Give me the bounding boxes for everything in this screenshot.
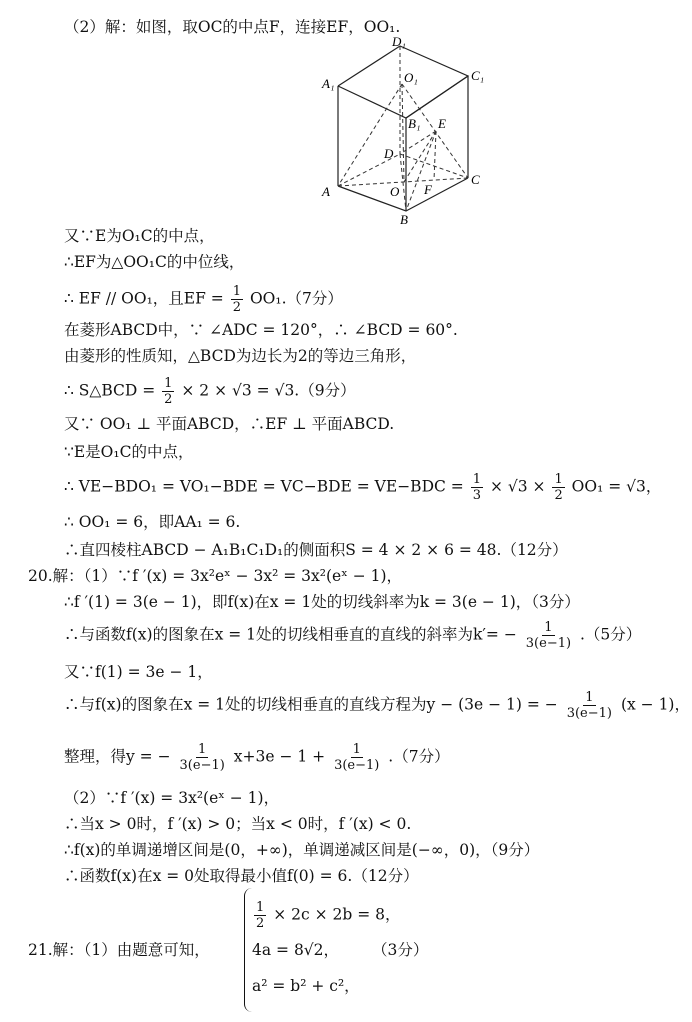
line-area-bcd: ∴ S△BCD = $\frac{1}{2}$ × 2 × √3 = √3.（9分） [64,376,356,407]
label-f: F [424,182,432,197]
fraction-third: $\frac{1}{3}$ [472,472,481,503]
fraction-inv-4: $\frac{1}{3(e-1)}$ [334,742,380,773]
line-perp-equation: ∴与f(x)的图象在x = 1处的切线相垂直的直线方程为y − (3e − 1) = − $\frac{1}{3(e-1)}$ (x − 1)， [64,690,690,721]
label-c1: C₁ [471,68,485,83]
line-minimum: ∴函数f(x)在x = 0处取得最小值f(0) = 6.（12分） [64,867,419,885]
fraction-half-4: $\frac{1}{2}$ [256,900,265,931]
system-eq-1: $\frac{1}{2}$ × 2c × 2b = 8， [256,900,401,931]
line-monotonic: ∴f(x)的单调递增区间是(0，+∞)，单调递减区间是(−∞，0)，（9分） [64,841,540,859]
line-e-midpoint: 又∵E为O₁C的中点， [64,227,215,245]
label-o: O [390,184,400,199]
line-oo1-value: ∴ OO₁ = 6，即AA₁ = 6. [64,513,241,531]
prism-figure [318,36,488,226]
fraction-inv: $\frac{1}{3(e-1)}$ [525,620,572,651]
fraction-half: $\frac{1}{2}$ [232,284,241,315]
label-c: C [471,172,480,187]
line-f1: 又∵f(1) = 3e − 1， [64,663,213,681]
line-lateral-area: ∴直四棱柱ABCD − A₁B₁C₁D₁的侧面积S = 4 × 2 × 6 = 48.（12分） [64,541,568,559]
line-slope: ∴f ′(1) = 3(e − 1)，即f(x)在x = 1处的切线斜率为k = 3(e − 1)，（3分） [64,593,580,611]
line-q21-intro: 21.解：（1）由题意可知， [28,941,210,959]
line-part2-derivative: （2）∵f ′(x) = 3x²(eˣ − 1)， [64,789,280,807]
line-e-midpoint-2: ∵E是O₁C的中点， [64,443,194,461]
line-simplified: 整理，得y = − $\frac{1}{3(e-1)}$ x+3e − 1 + $\frac{1}{3(e-1)}$ .（7分） [64,742,450,773]
fraction-inv-2: $\frac{1}{3(e-1)}$ [566,690,612,721]
line-sign: ∴当x > 0时，f ′(x) > 0；当x < 0时，f ′(x) < 0. [64,815,412,833]
label-d: D [384,146,394,161]
line-equilateral: 由菱形的性质知，△BCD为边长为2的等边三角形， [64,347,417,365]
system-eq-2: 4a = 8√2， （3分） [252,941,429,959]
line-volume: ∴ VE−BDO₁ = VO₁−BDE = VC−BDE = VE−BDC = $\frac{1}{3}$ × √3 × $\frac{1}{2}$ OO₁ = √3， [64,472,662,503]
system-eq-3: a² = b² + c²， [252,977,360,995]
top-face [338,46,468,118]
line-midline: ∴EF为△OO₁C的中位线， [64,253,245,271]
line-perp-slope: ∴与函数f(x)的图象在x = 1处的切线相垂直的直线的斜率为k′= − $\frac{1}{3(e-1)}$ .（5分） [64,620,642,651]
fraction-half-2: $\frac{1}{2}$ [164,376,173,407]
label-b: B [400,212,408,226]
label-b1: B₁ [408,116,421,131]
line-ef-parallel: ∴ EF // OO₁，且EF = $\frac{1}{2}$ OO₁.（7分） [64,284,343,315]
label-d1: D₁ [392,36,406,49]
line-q20-derivative: 20.解：（1）∵f ′(x) = 3x²eˣ − 3x² = 3x²(eˣ − 1)， [28,567,403,585]
label-a: A [322,184,330,199]
fraction-inv-3: $\frac{1}{3(e-1)}$ [179,742,225,773]
label-e: E [438,116,446,131]
line-rhombus: 在菱形ABCD中，∵ ∠ADC = 120°，∴ ∠BCD = 60°. [64,321,458,339]
line-perpendicular: 又∵ OO₁ ⊥ 平面ABCD，∴EF ⊥ 平面ABCD. [64,415,395,433]
label-a1: A₁ [322,76,335,91]
label-o1: O₁ [404,70,418,85]
line-part2-intro: （2）解：如图，取OC的中点F，连接EF，OO₁. [64,18,401,36]
fraction-half-3: $\frac{1}{2}$ [554,472,563,503]
